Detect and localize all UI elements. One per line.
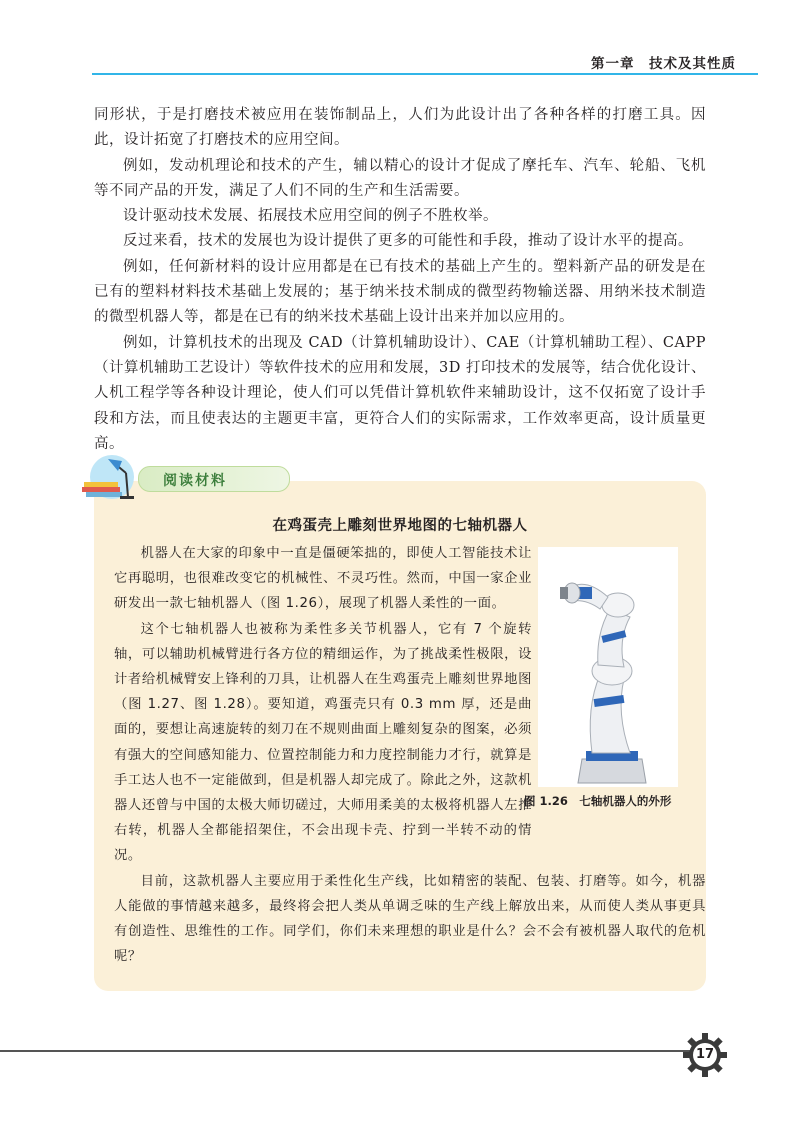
article-paragraph: 这个七轴机器人也被称为柔性多关节机器人，它有 7 个旋转轴，可以辅助机械臂进行各方位的精细运作，为了挑战柔性极限，设计者给机械臂安上锋利的刀具，让机器人在生鸡蛋壳上雕刻世界地图（图 1.27、图 1.28）。要知道，鸡蛋壳只有 0.3 mm 厚，还是曲面的，要想让高速旋转的刻刀在不规则曲面上雕刻复杂的图案，必须有强大的空间感知能力、位置控制能力和力度控制能力才行，就算是手工达人也不一定能做到，但是机器人却完成了。除此之外，这款机器人还曾与中国的太极大师切磋过，大师用柔美的太极将机器人左推右转，机器人全都能招架住，不会出现卡壳、拧到一半转不动的情况。 bbox=[114, 621, 532, 864]
reading-tab bbox=[138, 466, 290, 492]
reading-section-header bbox=[78, 453, 268, 501]
article-paragraph: 机器人在大家的印象中一直是僵硬笨拙的，即使人工智能技术让它再聪明，也很难改变它的机械性、不灵巧性。然而，中国一家企业研发出一款七轴机器人（图 1.26），展现了机器人柔性的一面。 bbox=[114, 546, 532, 612]
figure-caption: 图 1.26 七轴机器人的外形 bbox=[524, 794, 672, 808]
body-paragraph: 同形状，于是打磨技术被应用在装饰制品上，人们为此设计出了各种各样的打磨工具。因此，设计拓宽了打磨技术的应用空间。 bbox=[94, 107, 706, 149]
header-rule bbox=[92, 73, 758, 75]
chapter-header-title: 第一章 技术及其性质 bbox=[591, 56, 736, 72]
reading-section-label: 阅读材料 bbox=[163, 473, 227, 489]
body-paragraph: 设计驱动技术发展、拓展技术应用空间的例子不胜枚举。 bbox=[123, 208, 498, 225]
body-paragraph: 例如，任何新材料的设计应用都是在已有技术的基础上产生的。塑料新产品的研发是在已有的塑料材料技术基础上发展的；基于纳米技术制成的微型药物输送器、用纳米技术制造的微型机器人等，都是在已有的纳米技术基础上设计出来并加以应用的。 bbox=[94, 258, 706, 326]
reading-lamp-books-icon bbox=[78, 453, 148, 501]
footer-line bbox=[0, 1050, 700, 1052]
body-paragraph: 例如，计算机技术的出现及 CAD（计算机辅助设计）、CAE（计算机辅助工程）、CAPP（计算机辅助工艺设计）等软件技术的应用和发展，3D 打印技术的发展等，结合优化设计、人机工程学等各种设计理论，使人们可以凭借计算机软件来辅助设计，这不仅拓宽了设计手段和方法，而且使表达的主题更丰富，更符合人们的实际需求，工作效率更高，设计质量更高。 bbox=[94, 334, 706, 452]
article-title: 在鸡蛋壳上雕刻世界地图的七轴机器人 bbox=[272, 518, 528, 534]
page-number: 17 bbox=[695, 1047, 715, 1062]
article-paragraph: 目前，这款机器人主要应用于柔性化生产线，比如精密的装配、包装、打磨等。如今，机器人能做的事情越来越多，最终将会把人类从单调乏味的生产线上解放出来，从而使人类从事更具有创造性、思维性的工作。同学们，你们未来理想的职业是什么？会不会有被机器人取代的危机呢？ bbox=[114, 873, 706, 965]
seven-axis-robot-image bbox=[538, 547, 678, 787]
body-text bbox=[94, 103, 706, 457]
body-paragraph: 反过来看，技术的发展也为设计提供了更多的可能性和手段，推动了设计水平的提高。 bbox=[123, 233, 693, 250]
body-paragraph: 例如，发动机理论和技术的产生，辅以精心的设计才促成了摩托车、汽车、轮船、飞机等不同产品的开发，满足了人们不同的生产和生活需要。 bbox=[94, 157, 706, 199]
